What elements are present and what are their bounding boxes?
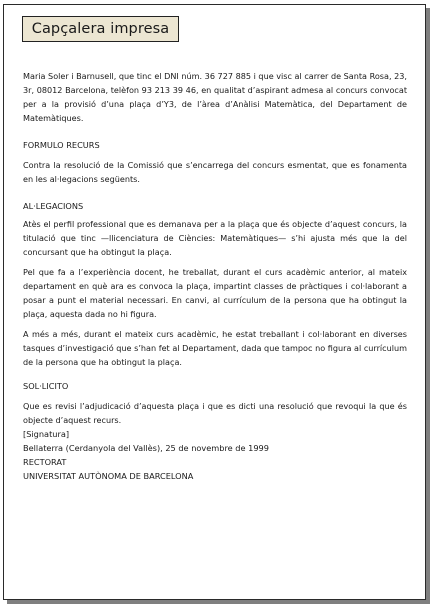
document-page (3, 4, 426, 600)
recipient-line-1: RECTORAT (23, 457, 67, 467)
allegacions-paragraph-1: Atès el perfil professional que es demanava per a la plaça que és objecte d’aquest concurs, la titulació que tinc —llicenciatura de Ciències: Matemàtiques— s’hi ajusta més que la del concursant que ha obtingut la plaça. (23, 219, 407, 257)
recipient-line-2: UNIVERSITAT AUTÒNOMA DE BARCELONA (23, 471, 194, 481)
sollicito-paragraph: Que es revisi l’adjudicació d’aquesta plaça i que es dicti una resolució que revoqui la que és objecte d’aquest recurs. (23, 401, 407, 425)
allegacions-paragraph-2: Pel que fa a l’experiència docent, he treballat, durant el curs acadèmic anterior, al mateix departament en què ara es convoca la plaça, impartint classes de pràctiques i col·laborant a posar a punt el material necessari. En canvi, al currículum de la persona que ha obtingut la plaça, aquesta dada no hi figura. (23, 267, 407, 319)
printed-header-box: Capçalera impresa (22, 16, 179, 42)
intro-paragraph: Maria Soler i Barnusell, que tinc el DNI núm. 36 727 885 i que visc al carrer de Santa Rosa, 23, 3r, 08012 Barcelona, telèfon 93 213 39 46, en qualitat d’aspirant admesa al concurs convocat per a la provisió d’una plaça d’Y3, de l’àrea d’Anàlisi Matemàtica, del Departament de Matemàtiques. (23, 71, 407, 123)
formulo-recurs-paragraph: Contra la resolució de la Comissió que s’encarrega del concurs esmentat, que es fonamenta en les al·legacions següents. (23, 160, 407, 184)
signature-placeholder: [Signatura] (23, 429, 70, 439)
section-title-sollicito: SOL·LICITO (23, 381, 69, 391)
allegacions-paragraph-3: A més a més, durant el mateix curs acadèmic, he estat treballant i col·laborant en diverses tasques d’investigació que s’han fet al Departament, dada que tampoc no figura al currículum de la persona que ha obtingut la plaça. (23, 329, 407, 367)
section-title-formulo-recurs: FORMULO RECURS (23, 140, 100, 150)
document-body (23, 69, 407, 483)
section-title-allegacions: AL·LEGACIONS (23, 201, 84, 211)
place-and-date: Bellaterra (Cerdanyola del Vallès), 25 de novembre de 1999 (23, 443, 269, 453)
